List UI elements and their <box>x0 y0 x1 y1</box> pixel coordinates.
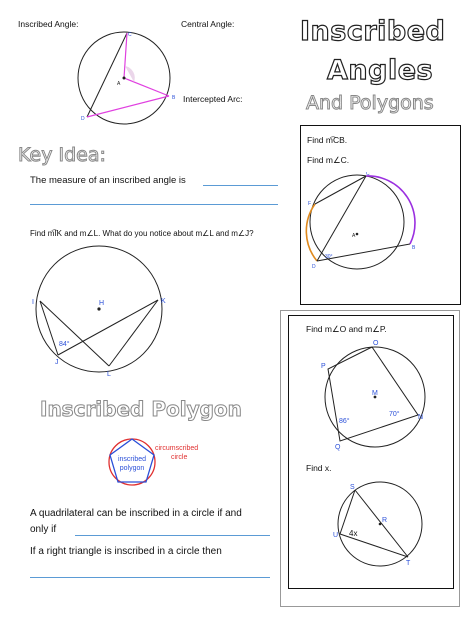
box1-label-b: B <box>412 245 416 251</box>
label-j: J <box>55 359 59 366</box>
find-cb-text: Find m͡CB. <box>307 135 348 145</box>
intercepted-arc-label: Intercepted Arc: <box>183 94 243 104</box>
title-inscribed: Inscribed <box>300 16 446 47</box>
box1-angle-30: 30° <box>325 254 333 260</box>
label-r: R <box>382 517 388 524</box>
box1-circle-diagram <box>302 172 420 272</box>
key-idea-statement: The measure of an inscribed angle is <box>30 175 186 186</box>
label-u: U <box>333 532 339 539</box>
center-a-box1 <box>356 233 359 236</box>
question-ik-text: Find m͡IK and m∠L. What do you notice about m∠L and m∠J? <box>30 229 254 238</box>
segment-ac <box>124 33 127 78</box>
segment-lk <box>109 300 158 366</box>
label-m: M <box>372 390 378 397</box>
key-idea-blank-1[interactable] <box>203 185 278 186</box>
title-angles: Angles <box>327 55 434 86</box>
quad-line-2: only if <box>30 524 57 535</box>
box2-circle-diagram <box>314 337 434 457</box>
central-angle-label: Central Angle: <box>181 19 235 29</box>
label-a: A <box>117 81 121 87</box>
label-o: O <box>373 340 379 347</box>
segment-cd <box>87 33 127 117</box>
box1-label-f: F <box>308 201 312 207</box>
angle-86-label: 86° <box>339 418 350 425</box>
right-triangle-blank[interactable] <box>30 577 270 578</box>
label-p: P <box>321 363 326 370</box>
find-op-text: Find m∠O and m∠P. <box>306 324 387 334</box>
angle-70-label: 70° <box>389 411 400 418</box>
angle-4x-label: 4x <box>349 529 358 538</box>
center-h-dot <box>97 307 100 310</box>
quad-blank[interactable] <box>75 535 270 536</box>
box1-label-a: A <box>352 233 356 239</box>
label-d: D <box>81 116 85 122</box>
segment-jk <box>58 300 158 355</box>
label-h: H <box>99 300 105 307</box>
circumscribed-label-1: circumscribed <box>155 445 199 452</box>
right-triangle-text: If a right triangle is inscribed in a circle then <box>30 546 222 557</box>
box1-label-c: C <box>366 172 370 177</box>
label-n: N <box>418 414 424 421</box>
label-b: B <box>172 95 176 101</box>
label-l: L <box>107 371 111 378</box>
find-c-text: Find m∠C. <box>307 155 350 165</box>
find-x-circle-diagram <box>330 478 434 570</box>
arc-cb <box>366 176 415 244</box>
inscribed-label-1: inscribed <box>117 456 147 463</box>
label-i: I <box>32 299 34 306</box>
quad-line-1: A quadrilateral can be inscribed in a circle if and <box>30 508 242 519</box>
center-a-dot <box>123 77 126 80</box>
label-q: Q <box>335 444 341 451</box>
circumscribed-label-2: circle <box>171 454 188 461</box>
label-k: K <box>161 298 166 305</box>
key-idea-heading: Key Idea: <box>18 144 106 166</box>
title-and-polygons: And Polygons <box>306 92 434 114</box>
segment-db <box>87 96 169 117</box>
inscribed-angle-label: Inscribed Angle: <box>18 19 79 29</box>
key-idea-blank-2[interactable] <box>30 204 278 205</box>
inscribed-label-2: polygon <box>119 465 145 472</box>
box1-label-d: D <box>312 264 316 270</box>
segment-ab <box>124 78 169 96</box>
label-c: C <box>128 32 132 38</box>
find-x-text: Find x. <box>306 463 332 473</box>
top-circle-diagram <box>66 26 186 126</box>
inscribed-polygon-diagram <box>105 437 225 487</box>
segment-su <box>340 490 355 534</box>
inscribed-polygon-heading: Inscribed Polygon <box>40 397 242 421</box>
ik-circle-diagram <box>30 244 180 379</box>
angle-84-label: 84° <box>59 341 70 348</box>
label-t: T <box>406 560 411 567</box>
center-r-dot <box>379 523 382 526</box>
label-s: S <box>350 484 355 491</box>
